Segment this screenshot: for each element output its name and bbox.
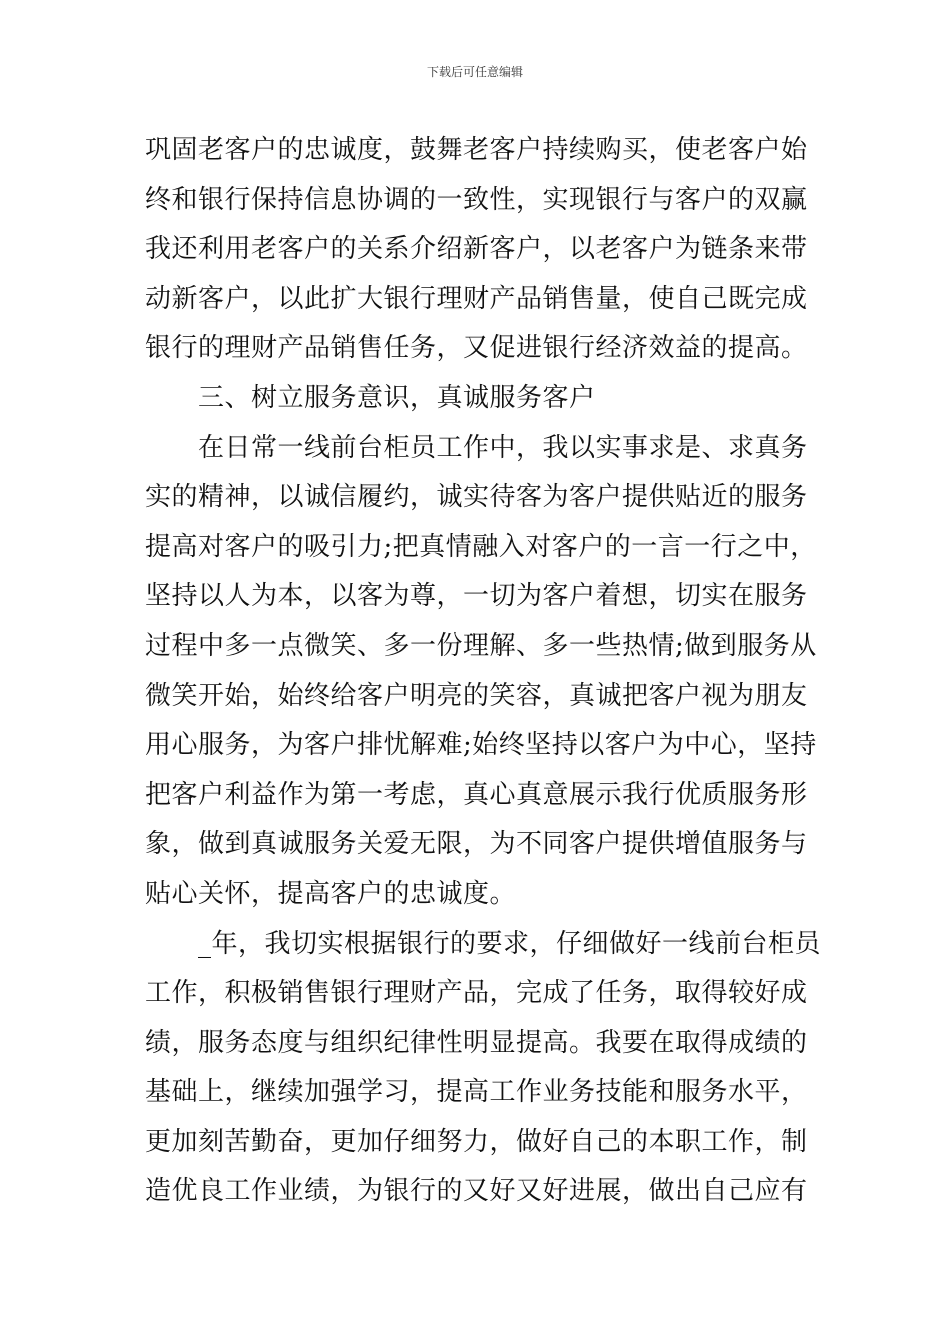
text-line: 基础上，继续加强学习，提高工作业务技能和服务水平，: [145, 1077, 808, 1108]
text-line: 象，做到真诚服务关爱无限，为不同客户提供增值服务与: [145, 829, 808, 860]
text-line: 银行的理财产品销售任务，又促进银行经济效益的提高。: [145, 333, 808, 364]
text-line: 过程中多一点微笑、多一份理解、多一些热情;做到服务从: [145, 630, 817, 661]
text-line: 把客户利益作为第一考虑，真心真意展示我行优质服务形: [145, 779, 808, 810]
text-line: _年，我切实根据银行的要求，仔细做好一线前台柜员: [145, 928, 822, 959]
text-line: 提高对客户的吸引力;把真情融入对客户的一言一行之中，: [145, 531, 817, 562]
text-line: 造优良工作业绩，为银行的又好又好进展，做出自己应有: [145, 1176, 808, 1207]
text-line: 动新客户，以此扩大银行理财产品销售量，使自己既完成: [145, 283, 808, 314]
text-line: 坚持以人为本，以客为尊，一切为客户着想，切实在服务: [145, 581, 808, 612]
text-line: 微笑开始，始终给客户明亮的笑容，真诚把客户视为朋友: [145, 680, 808, 711]
text-line: 实的精神，以诚信履约，诚实待客为客户提供贴近的服务: [145, 482, 808, 513]
page-header-note: 下载后可任意编辑: [426, 65, 523, 79]
section-heading: 三、树立服务意识，真诚服务客户: [145, 382, 596, 413]
text-line: 我还利用老客户的关系介绍新客户，以老客户为链条来带: [145, 234, 808, 265]
text-line: 终和银行保持信息协调的一致性，实现银行与客户的双赢: [145, 184, 808, 215]
text-line: 绩，服务态度与组织纪律性明显提高。我要在取得成绩的: [145, 1027, 808, 1058]
text-line: 更加刻苦勤奋，更加仔细努力，做好自己的本职工作，制: [145, 1126, 808, 1157]
text-line: 巩固老客户的忠诚度，鼓舞老客户持续购买，使老客户始: [145, 135, 808, 165]
text-line: 用心服务，为客户排忧解难;始终坚持以客户为中心，坚持: [145, 730, 817, 761]
text-line: 工作，积极销售银行理财产品，完成了任务，取得较好成: [145, 978, 808, 1009]
text-line: 贴心关怀，提高客户的忠诚度。: [145, 878, 517, 909]
document-body: [145, 126, 822, 1217]
text-line: 在日常一线前台柜员工作中，我以实事求是、求真务: [145, 432, 808, 463]
